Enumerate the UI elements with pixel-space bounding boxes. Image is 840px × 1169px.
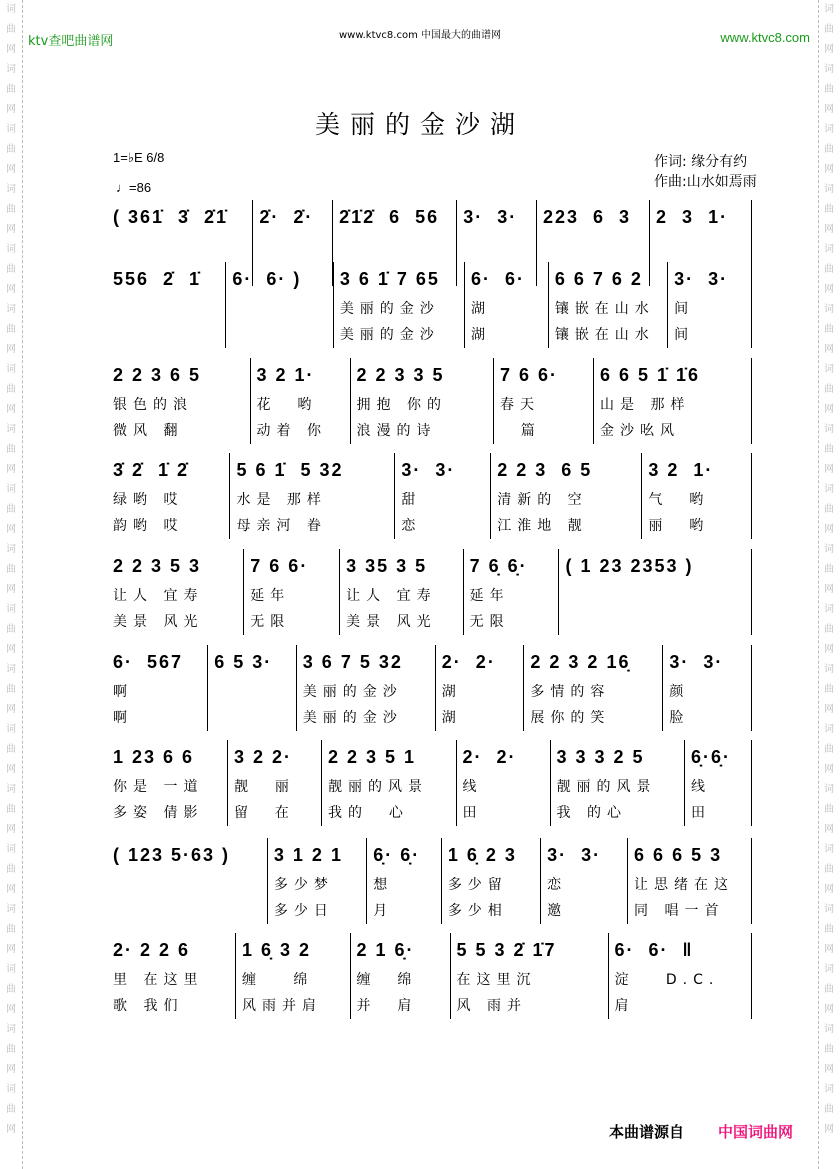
notes: 3· 3· (401, 460, 456, 480)
song-title: 美丽的金沙湖 (314, 110, 525, 139)
score-system (107, 453, 752, 539)
measure (340, 549, 463, 635)
lyric-verse-2: 风 雨并 (456, 998, 527, 1014)
lyric-verse-1: 恋 (547, 877, 568, 893)
measure (559, 549, 752, 635)
lyric-verse-2: 湖 (441, 710, 462, 726)
lyric-verse-2: 美景 风光 (113, 614, 204, 630)
score-system (107, 262, 752, 348)
right-divider (818, 0, 819, 1169)
notes: 3· 3· (669, 652, 724, 672)
measure (451, 933, 609, 1019)
score-system (107, 645, 752, 731)
lyric-verse-2: 田 (462, 805, 483, 821)
notes: 6· 6· ‖ (614, 940, 694, 960)
lyric-verse-2: 月 (373, 903, 394, 919)
measure (236, 933, 351, 1019)
notes: 3 1 2 1 (273, 845, 343, 865)
lyric-verse-2 (113, 322, 219, 348)
measure (491, 453, 642, 539)
measure (549, 262, 668, 348)
measure (228, 740, 322, 826)
measure (107, 838, 268, 924)
lyric-verse-1: 湖 (441, 684, 462, 700)
lyric-verse-2: 镶嵌在山水 (554, 327, 655, 343)
lyric-verse-2 (232, 322, 327, 348)
measure (494, 358, 594, 444)
lyric-verse-1: 在这里沉 (456, 972, 537, 988)
lyric-verse-2: 多少日 (273, 903, 334, 919)
measure (367, 838, 442, 924)
measure (107, 645, 208, 731)
score-system (107, 740, 752, 826)
lyric-verse-1: 绿哟 哎 (113, 492, 184, 508)
lyric-verse-1 (656, 234, 745, 260)
measure (107, 453, 230, 539)
notes: 6· 6· (470, 269, 525, 289)
lyric-verse-1 (565, 583, 745, 609)
lyric-verse-1: 花 哟 (256, 397, 318, 413)
notes: 2̇· 2̇· (259, 207, 314, 227)
measure (268, 838, 367, 924)
notes: 7 6 6· (500, 365, 559, 385)
measure (685, 740, 752, 826)
notes: 3 35 3 5 (346, 556, 428, 576)
score-system (107, 358, 752, 444)
lyric-verse-2: 歌 我们 (113, 998, 184, 1014)
lyricist: 作词: 缘分有约 (654, 154, 748, 170)
lyric-verse-1: 镶嵌在山水 (554, 301, 655, 317)
lyric-verse-1: 让思绪在这 (634, 877, 735, 893)
site-slogan: www.ktvc8.com 中国最大的曲谱网 (338, 30, 501, 41)
measure (107, 358, 251, 444)
lyric-verse-2: 动着 你 (256, 423, 327, 439)
key-signature: 1=♭E 6/8 (113, 150, 165, 165)
lyric-verse-1: 美丽的金沙 (302, 684, 403, 700)
lyric-verse-2: 啊 (113, 710, 133, 726)
lyric-verse-1: 延年 (250, 588, 291, 604)
notes: 6 6 6 5 3 (634, 845, 723, 865)
lyric-verse-1: 美丽的金沙 (339, 301, 440, 317)
notes: 3· 3· (463, 207, 518, 227)
lyric-verse-1: 清新的 空 (497, 492, 588, 508)
lyric-verse-1: 多少留 (447, 877, 508, 893)
lyric-verse-2: 展你的笑 (530, 710, 611, 726)
measure (107, 262, 226, 348)
credits (654, 152, 757, 192)
notes: 6̣· 6̣· (373, 845, 421, 865)
measure (208, 645, 297, 731)
measure (436, 645, 525, 731)
lyric-verse-2: 微风 翻 (113, 423, 184, 439)
measure (251, 358, 351, 444)
measure (642, 453, 752, 539)
notes: 2 2 3 5 3 (113, 556, 202, 576)
lyric-verse-2: 韵哟 哎 (113, 518, 184, 534)
lyric-verse-2 (565, 609, 745, 635)
lyric-verse-1 (113, 234, 246, 260)
notes: 7 6 6· (250, 556, 309, 576)
measure (334, 262, 465, 348)
lyric-verse-1 (339, 234, 450, 260)
measure (230, 453, 395, 539)
lyric-verse-2 (113, 898, 261, 924)
lyric-verse-2: 间 (674, 327, 695, 343)
lyric-verse-1: 想 (373, 877, 394, 893)
notes: 3· 3· (547, 845, 602, 865)
measure (297, 645, 436, 731)
lyric-verse-1 (543, 234, 643, 260)
notes: 5 5 3 2̇ 1̇7 (456, 940, 557, 960)
lyric-verse-1: 啊 (113, 684, 133, 700)
lyric-verse-2: 脸 (669, 710, 690, 726)
lyric-verse-1: 里 在这里 (113, 972, 204, 988)
site-name-link[interactable]: ktv查吧曲谱网 (28, 34, 114, 49)
measure (351, 933, 451, 1019)
lyric-verse-1: 湖 (470, 301, 491, 317)
notes: 1 6̣ 3 2 (242, 940, 312, 960)
lyric-verse-2: 美景 风光 (346, 614, 437, 630)
lyric-verse-2: 恋 (401, 518, 422, 534)
lyric-verse-1: 靓丽的风景 (556, 779, 657, 795)
lyric-verse-2: 留 在 (234, 805, 295, 821)
lyric-verse-2: 湖 (470, 327, 491, 343)
watermark-right: 词曲网词曲网词曲网词曲网词曲网词曲网词曲网词曲网词曲网词曲网词曲网词曲网词曲网词曲网词曲网词曲网词曲网词曲网词曲网 (824, 4, 834, 1135)
lyric-verse-1: 气 哟 (648, 492, 710, 508)
measure (628, 838, 752, 924)
notes: 2 1 6̣· (356, 940, 415, 960)
notes: 2 2 3 6 5 (497, 460, 593, 480)
notes: ( 123 5·63 ) (113, 845, 231, 865)
notes: 2 2 3 5 1 (328, 747, 417, 767)
notes: 6· 567 (113, 652, 184, 672)
site-url-link[interactable]: www.ktvc8.com (720, 30, 810, 45)
lyric-verse-1: 间 (674, 301, 695, 317)
lyric-verse-2: 同 唱一首 (634, 903, 725, 919)
measure (107, 740, 228, 826)
lyric-verse-1: 让人 宜寿 (346, 588, 437, 604)
notes: 2 3 1· (656, 207, 729, 227)
lyric-verse-1: 靓 丽 (234, 779, 295, 795)
notes: ( 361̇ 3̇ 2̇1̇ (113, 207, 229, 227)
notes: 556 2̇ 1̇ (113, 269, 202, 289)
lyric-verse-2: 多少相 (447, 903, 508, 919)
measure (465, 262, 549, 348)
notes: 223 6 3 (542, 207, 632, 227)
notes: ( 1 23 2353 ) (565, 556, 694, 576)
notes: 6 6 5 1̇ 1̇6 (600, 365, 701, 385)
lyric-verse-2: 肩 (614, 998, 635, 1014)
measure (524, 645, 663, 731)
notes: 2· 2 2 6 (113, 940, 191, 960)
lyric-verse-1: 水是 那样 (236, 492, 327, 508)
lyric-verse-1 (232, 296, 327, 322)
notes: 6 5 3· (214, 652, 273, 672)
notes: 6 6 7 6 2 (554, 269, 643, 289)
lyric-verse-2: 我的 心 (328, 805, 409, 821)
source-label: 本曲谱源自 (609, 1123, 685, 1141)
notes: 2 2 3 6 5 (113, 365, 202, 385)
lyric-verse-1 (463, 234, 530, 260)
lyric-verse-1 (113, 296, 219, 322)
notes: 2̇1̇2̇ 6 56 (339, 207, 440, 227)
lyric-verse-2: 田 (691, 805, 711, 821)
measure (226, 262, 334, 348)
notes: 2 2 3 3 5 (356, 365, 445, 385)
measure (351, 358, 495, 444)
lyric-verse-1: 延年 (469, 588, 510, 604)
lyric-verse-2: 母亲河 眷 (236, 518, 327, 534)
notes: 3 2 2· (234, 747, 293, 767)
lyric-verse-1: 你是 一道 (113, 779, 204, 795)
composer: 作曲:山水如焉雨 (654, 174, 757, 190)
lyric-verse-1: 线 (691, 779, 711, 795)
measure (395, 453, 491, 539)
notes: 3· 3· (674, 269, 729, 289)
lyric-verse-2: 风雨并肩 (242, 998, 322, 1014)
notes: 5 6 1̇ 5 32 (236, 460, 344, 480)
lyric-verse-1: 山是 那样 (600, 397, 691, 413)
lyric-verse-1: 让人 宜寿 (113, 588, 204, 604)
measure (322, 740, 457, 826)
lyric-verse-1 (214, 679, 290, 705)
notes: 3 2 1· (256, 365, 315, 385)
lyric-verse-2: 浪漫的诗 (356, 423, 437, 439)
measure (442, 838, 541, 924)
measure (594, 358, 752, 444)
lyric-verse-2: 多姿 倩影 (113, 805, 204, 821)
lyric-verse-1: 线 (462, 779, 483, 795)
lyric-verse-2: 美丽的金沙 (302, 710, 403, 726)
measure (551, 740, 686, 826)
measure (663, 645, 752, 731)
lyric-verse-2: 邀 (547, 903, 568, 919)
lyric-verse-2: 江淮地 靓 (497, 518, 588, 534)
watermark-left: 词曲网词曲网词曲网词曲网词曲网词曲网词曲网词曲网词曲网词曲网词曲网词曲网词曲网词曲网词曲网词曲网词曲网词曲网词曲网 (6, 4, 16, 1135)
notes: 6̣·6̣· (691, 747, 732, 767)
score-system (107, 838, 752, 924)
score-system (107, 549, 752, 635)
lyric-verse-2: 丽 哟 (648, 518, 710, 534)
notes: 7 6̣ 6̣· (469, 556, 528, 576)
lyric-verse-1: 多情的容 (530, 684, 611, 700)
lyric-verse-1: 春天 (500, 397, 540, 413)
notes: 3̇ 2̇ 1̇ 2̇ (113, 460, 190, 480)
measure (609, 933, 753, 1019)
tempo-marking: ♩=86 (116, 180, 152, 195)
notes: 2· 2· (462, 747, 517, 767)
notes: 3 6 1̇ 7 65 (339, 269, 440, 289)
lyric-verse-1: 甜 (401, 492, 422, 508)
notes: 2· 2· (441, 652, 496, 672)
lyric-verse-2: 并 肩 (356, 998, 418, 1014)
lyric-verse-2: 篇 (500, 423, 541, 439)
lyric-verse-2: 金沙吆风 (600, 423, 680, 439)
lyric-verse-1: 靓丽的风景 (328, 779, 428, 795)
notes: 2 2 3 2 16̣ (530, 652, 631, 672)
lyric-verse-1: 拥抱 你的 (356, 397, 447, 413)
score-system (107, 933, 752, 1019)
lyric-verse-1: 缠 绵 (356, 972, 418, 988)
measure (244, 549, 340, 635)
lyric-verse-1: 缠 绵 (242, 972, 314, 988)
measure (457, 740, 551, 826)
source-site-link[interactable]: 中国词曲网 (718, 1123, 794, 1141)
notes: 3 2 1· (648, 460, 714, 480)
notes: 1 6̣ 2 3 (447, 845, 517, 865)
lyric-verse-2 (214, 705, 290, 731)
lyric-verse-2: 无限 (469, 614, 510, 630)
lyric-verse-1: 多少梦 (273, 877, 334, 893)
notes: 6· 6· ) (232, 269, 302, 289)
notes: 3 6 7 5 32 (302, 652, 403, 672)
measure (668, 262, 752, 348)
measure (107, 933, 236, 1019)
lyric-verse-1: 银色的浪 (113, 397, 193, 413)
measure (464, 549, 560, 635)
lyric-verse-2: 我 的心 (556, 805, 627, 821)
notes: 3 3 3 2 5 (556, 747, 645, 767)
lyric-verse-1: 淀 D.C. (614, 972, 720, 988)
notes: 1 23 6 6 (113, 747, 195, 767)
lyric-verse-1 (113, 872, 261, 898)
lyric-verse-2: 美丽的金沙 (339, 327, 440, 343)
left-divider (22, 0, 23, 1169)
measure (541, 838, 628, 924)
measure (107, 549, 244, 635)
lyric-verse-1: 颜 (669, 684, 690, 700)
lyric-verse-1 (259, 234, 326, 260)
lyric-verse-2: 无限 (250, 614, 291, 630)
